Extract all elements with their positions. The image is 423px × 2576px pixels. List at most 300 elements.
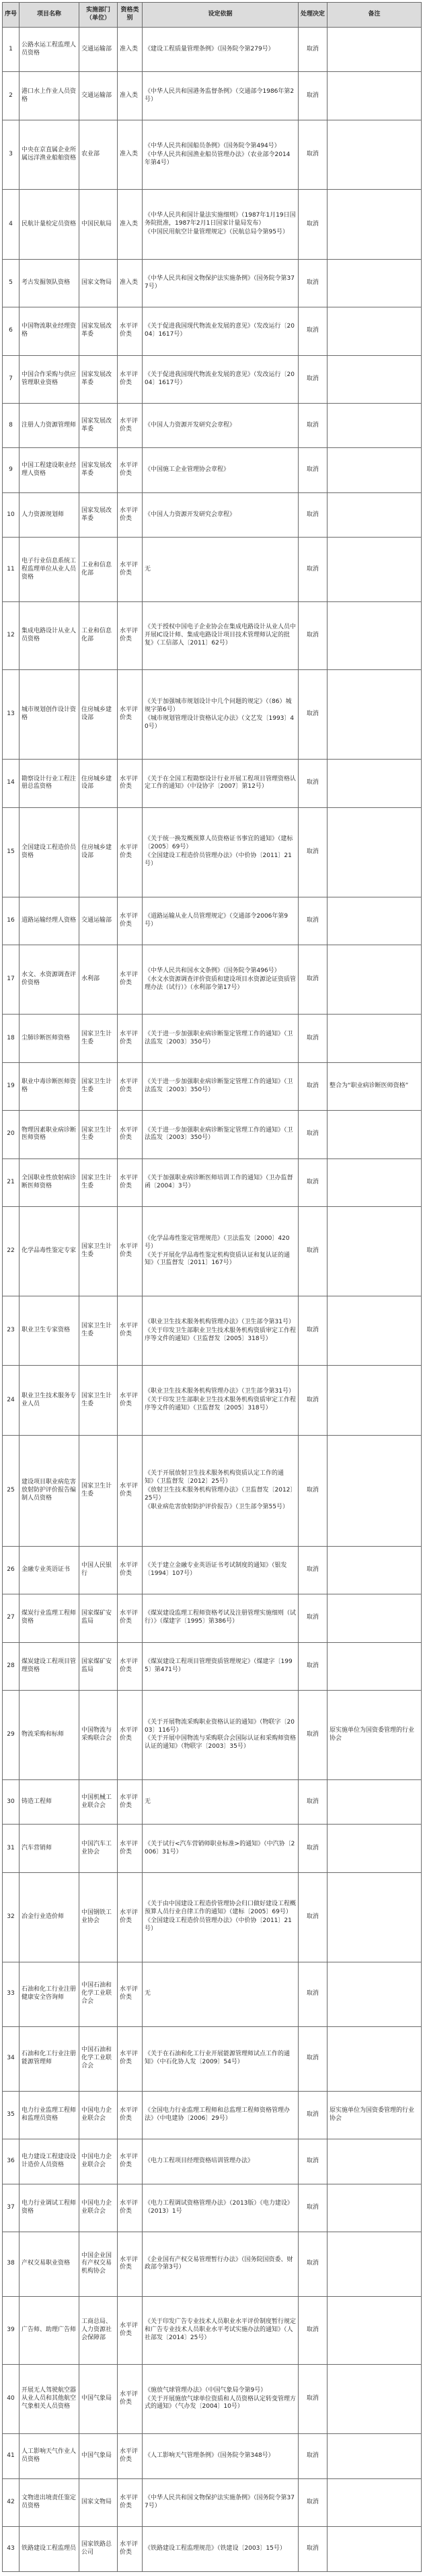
legal-basis: [143, 2184, 299, 2232]
decision: 取消: [299, 1158, 328, 1206]
legal-basis-entry: 《关于在石油和化工行业开展能源管理师试点工作的通知》（中石化协人发〔2009〕54号）: [145, 2051, 291, 2066]
remark: [328, 190, 422, 259]
table-row: [3, 2296, 422, 2364]
decision: 取消: [299, 1594, 328, 1642]
decision: 取消: [299, 448, 328, 492]
row-number: 33: [3, 1962, 20, 2026]
implementing-dept: 工业和信息化部: [79, 538, 118, 602]
legal-basis-entry: 《关于加强城市规划设计中几个问题的规定》（（86）城规字第6号）: [145, 698, 292, 713]
item-name: 物流采购和标师: [20, 1690, 79, 1779]
table-row: [3, 670, 422, 760]
decision: 取消: [299, 1546, 328, 1594]
table-row: [3, 945, 422, 1014]
header-no: 序号: [3, 3, 20, 28]
implementing-dept: 中国机械工业联合会: [79, 1779, 118, 1824]
qualification-type: 准入类: [118, 120, 143, 189]
implementing-dept: 住房城乡建设部: [79, 670, 118, 760]
legal-basis: [143, 1690, 299, 1779]
legal-basis-entry: 《关于开展施放气球单位资质和人员资格认定转变管理方式的通知》（气办发〔2004〕10号）: [145, 2395, 297, 2411]
legal-basis-entry: 《铁路建设工程监理规范》（铁建设〔2003〕15号）: [145, 2545, 286, 2552]
decision: 取消: [299, 1779, 328, 1824]
item-name: 石油和化工行业注册健康安全咨询师: [20, 1962, 79, 2026]
legal-basis: [143, 355, 299, 403]
legal-basis-entry: 《关于进一步加强职业病诊断鉴定管理工作的通知》（卫法监发〔2003〕350号）: [145, 1078, 293, 1093]
row-number: 4: [3, 190, 20, 259]
decision: 取消: [299, 2232, 328, 2296]
implementing-dept: 交通运输部: [79, 897, 118, 945]
qualification-type: 水平评价类: [118, 1435, 143, 1546]
row-number: 23: [3, 1296, 20, 1365]
qualification-type: 水平评价类: [118, 602, 143, 670]
implementing-dept: 中国电力企业联合会: [79, 2139, 118, 2184]
implementing-dept: 农业部: [79, 120, 118, 189]
qualification-type: 水平评价类: [118, 2434, 143, 2478]
legal-basis-entry: 《关于开展物流采购职业资格认证的通知》（物联字〔2003〕116号）: [145, 1718, 295, 1734]
decision: 取消: [299, 72, 328, 120]
table-row: [3, 807, 422, 897]
implementing-dept: 中国企业国有产权交易机构协会: [79, 2232, 118, 2296]
item-name: 电力行业监理工程师和监理员资格: [20, 2091, 79, 2139]
qualification-type: 水平评价类: [118, 1062, 143, 1110]
table-row: [3, 1158, 422, 1206]
qualification-type: 水平评价类: [118, 670, 143, 760]
legal-basis-entry: 《职业卫生技术服务机构管理办法》（卫生部令第31号）: [145, 1318, 295, 1325]
table-row: [3, 120, 422, 189]
legal-basis-entry: 《中华人民共和国水文条例》（国务院令第496号）: [145, 967, 280, 974]
qualification-type: 准入类: [118, 28, 143, 72]
row-number: 39: [3, 2296, 20, 2364]
table-row: [3, 1062, 422, 1110]
table-row: [3, 897, 422, 945]
decision: 取消: [299, 1296, 328, 1365]
remark: [328, 355, 422, 403]
legal-basis-entry: 《关于在全国工程勘察设计行业开展工程项目管理资格认定工作的通知》（中设协字〔2007〕第12号）: [145, 775, 297, 790]
legal-basis: [143, 1207, 299, 1296]
decision: 取消: [299, 2434, 328, 2478]
legal-basis: [143, 492, 299, 537]
qualification-type: 水平评价类: [118, 1779, 143, 1824]
item-name: 城市规划创作设计资格: [20, 670, 79, 760]
implementing-dept: 国家卫生计生委: [79, 1435, 118, 1546]
implementing-dept: 国家发展改革委: [79, 492, 118, 537]
row-number: 32: [3, 1872, 20, 1962]
qualification-type: 水平评价类: [118, 1015, 143, 1062]
decision: 取消: [299, 1962, 328, 2026]
legal-basis: [143, 2139, 299, 2184]
item-name: 产权交易职业资格: [20, 2232, 79, 2296]
table-row: [3, 307, 422, 355]
legal-basis-entry: 《中华人民共和国港务监督条例》（交通部令1986年第2号）: [145, 87, 295, 103]
remark: [328, 1546, 422, 1594]
decision: 取消: [299, 492, 328, 537]
item-name: 集成电路设计从业人员资格: [20, 602, 79, 670]
remark: [328, 670, 422, 760]
qualification-type: 水平评价类: [118, 807, 143, 897]
item-name: 职业中毒诊断医师资格: [20, 1062, 79, 1110]
legal-basis-entry: 《中华人民共和国文物保护法实施条例》（国务院令第377号）: [145, 275, 295, 290]
qualification-type: 水平评价类: [118, 2091, 143, 2139]
row-number: 14: [3, 760, 20, 807]
row-number: 41: [3, 2434, 20, 2478]
row-number: 17: [3, 945, 20, 1014]
legal-basis: [143, 72, 299, 120]
item-name: 公路水运工程监理人员资格: [20, 28, 79, 72]
table-row: [3, 355, 422, 403]
qualification-type: 水平评价类: [118, 2184, 143, 2232]
remark: [328, 897, 422, 945]
item-name: 人力资源规划师: [20, 492, 79, 537]
decision: 取消: [299, 945, 328, 1014]
legal-basis: [143, 2364, 299, 2433]
legal-basis-entry: 《关于印发广告专业技术人员职业水平评价制度暂行规定和广告专业技术人员职业水平考试实施办法的通知》（人社部发〔2014〕25号）: [145, 2318, 297, 2341]
implementing-dept: 国家铁路总公司: [79, 2527, 118, 2572]
table-row: [3, 403, 422, 447]
remark: [328, 2434, 422, 2478]
implementing-dept: 工业和信息化部: [79, 602, 118, 670]
remark: [328, 538, 422, 602]
remark: [328, 945, 422, 1014]
qualification-type: 水平评价类: [118, 2478, 143, 2526]
row-number: 31: [3, 1825, 20, 1872]
qualification-type: 水平评价类: [118, 897, 143, 945]
item-name: 煤炭行业监理工程师资格: [20, 1594, 79, 1642]
remark: [328, 1296, 422, 1365]
item-name: 广告师、助理广告师: [20, 2296, 79, 2364]
table-header-row: [3, 3, 422, 28]
legal-basis-entry: 《中国民用航空计量管理规定》（民航总局令第95号）: [145, 228, 289, 235]
implementing-dept: 中国钢铁工业协会: [79, 1872, 118, 1962]
remark: [328, 1435, 422, 1546]
decision: 取消: [299, 807, 328, 897]
row-number: 35: [3, 2091, 20, 2139]
row-number: 42: [3, 2478, 20, 2526]
table-row: [3, 1435, 422, 1546]
qualification-type: 水平评价类: [118, 1158, 143, 1206]
implementing-dept: 国家煤矿安监局: [79, 1642, 118, 1690]
qualification-type: 准入类: [118, 72, 143, 120]
remark: [328, 1642, 422, 1690]
legal-basis: [143, 259, 299, 307]
qualification-type: 水平评价类: [118, 1642, 143, 1690]
remark: [328, 2364, 422, 2433]
legal-basis: [143, 403, 299, 447]
row-number: 6: [3, 307, 20, 355]
legal-basis-entry: 《中国人力资源开发研究会章程》: [145, 421, 236, 429]
remark: [328, 1207, 422, 1296]
decision: 取消: [299, 190, 328, 259]
row-number: 43: [3, 2527, 20, 2572]
legal-basis: [143, 760, 299, 807]
implementing-dept: 国家卫生计生委: [79, 1207, 118, 1296]
qualification-table: [2, 2, 422, 2572]
legal-basis: [143, 1642, 299, 1690]
table-row: [3, 1594, 422, 1642]
implementing-dept: 国家煤矿安监局: [79, 1594, 118, 1642]
decision: 取消: [299, 403, 328, 447]
legal-basis: [143, 1015, 299, 1062]
table-row: [3, 1825, 422, 1872]
remark: [328, 1158, 422, 1206]
decision: 取消: [299, 1015, 328, 1062]
table-row: [3, 72, 422, 120]
item-name: 化学品毒性鉴定专家: [20, 1207, 79, 1296]
implementing-dept: 国家卫生计生委: [79, 1296, 118, 1365]
legal-basis-entry: 《关于进一步加强职业病诊断鉴定管理工作的通知》（卫法监发〔2003〕350号）: [145, 1030, 293, 1045]
implementing-dept: 国家发展改革委: [79, 307, 118, 355]
table-row: [3, 1642, 422, 1690]
item-name: 建设项目职业病危害放射防护评价报告编制人员资格: [20, 1435, 79, 1546]
implementing-dept: 国家卫生计生委: [79, 1158, 118, 1206]
item-name: 中国合作采购与供应管理职业资格: [20, 355, 79, 403]
implementing-dept: 国家卫生计生委: [79, 1366, 118, 1435]
decision: 取消: [299, 259, 328, 307]
legal-basis: [143, 190, 299, 259]
table-row: [3, 1962, 422, 2026]
legal-basis-entry: 无: [145, 1990, 151, 1997]
legal-basis-entry: 《中华人民共和国渔业船员管理办法》（农业部令2014年第4号）: [145, 151, 291, 166]
table-row: [3, 2478, 422, 2526]
row-number: 40: [3, 2364, 20, 2433]
item-name: 全国建设工程造价员资格: [20, 807, 79, 897]
qualification-type: 准入类: [118, 259, 143, 307]
row-number: 12: [3, 602, 20, 670]
remark: [328, 2184, 422, 2232]
row-number: 36: [3, 2139, 20, 2184]
item-name: 铸造工程师: [20, 1779, 79, 1824]
decision: 取消: [299, 760, 328, 807]
decision: 取消: [299, 2364, 328, 2433]
item-name: 全国职业性放射病诊断医师资格: [20, 1158, 79, 1206]
row-number: 7: [3, 355, 20, 403]
table-row: [3, 760, 422, 807]
item-name: 考古发掘领队资格: [20, 259, 79, 307]
remark: [328, 2527, 422, 2572]
table-row: [3, 602, 422, 670]
decision: 取消: [299, 2184, 328, 2232]
row-number: 15: [3, 807, 20, 897]
table-row: [3, 2232, 422, 2296]
remark: [328, 1825, 422, 1872]
remark: [328, 2139, 422, 2184]
legal-basis: [143, 945, 299, 1014]
implementing-dept: 国家文物局: [79, 259, 118, 307]
implementing-dept: 国家卫生计生委: [79, 1015, 118, 1062]
remark: [328, 1111, 422, 1158]
remark: [328, 760, 422, 807]
remark: [328, 72, 422, 120]
qualification-type: 水平评价类: [118, 1546, 143, 1594]
legal-basis-entry: 《关于开展放射卫生技术服务机构资质认定工作的通知》（卫监督发〔2012〕25号）: [145, 1470, 284, 1485]
implementing-dept: 中国汽车工业协会: [79, 1825, 118, 1872]
table-row: [3, 492, 422, 537]
implementing-dept: 中国气象局: [79, 2364, 118, 2433]
legal-basis: [143, 2478, 299, 2526]
qualification-type: 准入类: [118, 190, 143, 259]
implementing-dept: 国家发展改革委: [79, 403, 118, 447]
legal-basis-entry: 《中华人民共和国船员条例》（国务院令第494号）: [145, 142, 280, 149]
table-row: [3, 2434, 422, 2478]
legal-basis: [143, 1366, 299, 1435]
item-name: 文物进出境责任鉴定员资格: [20, 2478, 79, 2526]
implementing-dept: 国家发展改革委: [79, 355, 118, 403]
legal-basis: [143, 2091, 299, 2139]
legal-basis: [143, 1296, 299, 1365]
implementing-dept: 中国电力企业联合会: [79, 2184, 118, 2232]
legal-basis-entry: 《煤炭建设监理工程师资格考试及注册管理实施细则（试行）》（煤建字〔1995〕第386号）: [145, 1610, 297, 1625]
legal-basis-entry: 《全国电力行业监理工程师和总监理工程师资格管理办法》（中电建协〔2006〕29号）: [145, 2106, 291, 2122]
header-name: 项目名称: [20, 3, 79, 28]
qualification-type: 水平评价类: [118, 448, 143, 492]
remark: [328, 28, 422, 72]
legal-basis-entry: 《关于授权中国电子企业协会在集成电路设计从业人员中开展IC设计师、集成电路设计项目技术管理师认定的批复》（工信部人〔2011〕62号）: [145, 624, 297, 647]
qualification-type: 水平评价类: [118, 538, 143, 602]
qualification-type: 水平评价类: [118, 1872, 143, 1962]
table-row: [3, 2364, 422, 2433]
legal-basis: [143, 1062, 299, 1110]
implementing-dept: 住房城乡建设部: [79, 807, 118, 897]
table-row: [3, 2026, 422, 2091]
row-number: 28: [3, 1642, 20, 1690]
legal-basis: [143, 2527, 299, 2572]
decision: 取消: [299, 355, 328, 403]
legal-basis-entry: 《中国人力资源开发研究会章程》: [145, 511, 236, 518]
implementing-dept: 工商总局、人力资源社会保障部: [79, 2296, 118, 2364]
table-row: [3, 2139, 422, 2184]
remark: [328, 120, 422, 189]
decision: 取消: [299, 2026, 328, 2091]
decision: 取消: [299, 1642, 328, 1690]
implementing-dept: 中国人民银行: [79, 1546, 118, 1594]
legal-basis: [143, 448, 299, 492]
legal-basis: [143, 1779, 299, 1824]
row-number: 29: [3, 1690, 20, 1779]
qualification-type: 水平评价类: [118, 1825, 143, 1872]
qualification-type: 水平评价类: [118, 2232, 143, 2296]
item-name: 职业卫生技术服务专业人员: [20, 1366, 79, 1435]
implementing-dept: 中国民航局: [79, 190, 118, 259]
legal-basis-entry: 《关于建立金融专业英语证书考试制度的通知》（银发〔1994〕107号）: [145, 1562, 287, 1577]
legal-basis-entry: 《关于开展中国物流与采购联合会国际认证和采购师资格认证的通知》（物联字〔2003〕35号）: [145, 1735, 297, 1751]
remark: [328, 602, 422, 670]
row-number: 21: [3, 1158, 20, 1206]
header-remark: 备注: [328, 3, 422, 28]
row-number: 34: [3, 2026, 20, 2091]
legal-basis-entry: 《建设工程质量管理条例》（国务院令第279号）: [145, 45, 274, 52]
legal-basis-entry: 《关于促进我国现代物流业发展的意见》（发改运行〔2004〕1617号）: [145, 371, 295, 386]
table-row: [3, 2184, 422, 2232]
implementing-dept: 水利部: [79, 945, 118, 1014]
qualification-type: 水平评价类: [118, 403, 143, 447]
row-number: 26: [3, 1546, 20, 1594]
legal-basis-entry: 《企业国有产权交易管理暂行办法》（国务院国资委、财政部令第3号）: [145, 2256, 293, 2271]
remark: 原实施单位为国资委管理的行业协会: [328, 1690, 422, 1779]
table-row: [3, 2527, 422, 2572]
legal-basis-entry: 《职业卫生技术服务机构管理办法》（卫生部令第31号）: [145, 1388, 295, 1395]
row-number: 10: [3, 492, 20, 537]
legal-basis: [143, 1158, 299, 1206]
remark: [328, 1779, 422, 1824]
legal-basis: [143, 1111, 299, 1158]
qualification-type: 水平评价类: [118, 1690, 143, 1779]
header-type: 资格类别: [118, 3, 143, 28]
header-dept: 实施部门（单位）: [79, 3, 118, 28]
item-name: 民航计量检定员资格: [20, 190, 79, 259]
remark: [328, 1594, 422, 1642]
table-row: [3, 2091, 422, 2139]
table-row: [3, 190, 422, 259]
row-number: 20: [3, 1111, 20, 1158]
decision: 取消: [299, 897, 328, 945]
legal-basis-entry: 无: [145, 565, 151, 573]
legal-basis: [143, 1872, 299, 1962]
item-name: 中国物流职业经理资格: [20, 307, 79, 355]
row-number: 18: [3, 1015, 20, 1062]
legal-basis: [143, 2296, 299, 2364]
item-name: 道路运输经理人资格: [20, 897, 79, 945]
remark: [328, 259, 422, 307]
legal-basis-entry: 《道路运输从业人员管理规定》（交通部令2006年第9号）: [145, 912, 289, 928]
qualification-type: 水平评价类: [118, 760, 143, 807]
row-number: 22: [3, 1207, 20, 1296]
item-name: 煤炭建设工程项目管理资格: [20, 1642, 79, 1690]
remark: [328, 2026, 422, 2091]
legal-basis-entry: 《放射卫生技术服务机构管理办法》（卫监督发〔2012〕25号）: [145, 1486, 293, 1502]
item-name: 开展无人驾驶航空器从业人员和其他航空气象相关人员资格: [20, 2364, 79, 2433]
qualification-type: 水平评价类: [118, 1962, 143, 2026]
legal-basis-entry: 《中华人民共和国计量法实施细则》（1987年1月19日国务院批准，1987年2月1日国家计量局发布）: [145, 212, 296, 227]
legal-basis: [143, 2434, 299, 2478]
item-name: 汽车营销师: [20, 1825, 79, 1872]
row-number: 1: [3, 28, 20, 72]
remark: [328, 492, 422, 537]
qualification-type: 水平评价类: [118, 2527, 143, 2572]
decision: 取消: [299, 307, 328, 355]
implementing-dept: 中国石油和化学工业联合会: [79, 1962, 118, 2026]
row-number: 30: [3, 1779, 20, 1824]
decision: 取消: [299, 1435, 328, 1546]
legal-basis-entry: 《城市规划管理设计资格认定办法》（文艺发〔1993〕40号）: [145, 714, 295, 730]
item-name: 电力行业调试工程师资格: [20, 2184, 79, 2232]
remark: 原实施单位为国资委管理的行业协会: [328, 2091, 422, 2139]
qualification-type: 水平评价类: [118, 2364, 143, 2433]
legal-basis-entry: 《人工影响天气管理条例》（国务院令第348号）: [145, 2452, 274, 2460]
table-row: [3, 1207, 422, 1296]
legal-basis: [143, 1435, 299, 1546]
remark: [328, 2296, 422, 2364]
qualification-type: 水平评价类: [118, 2296, 143, 2364]
decision: 取消: [299, 2296, 328, 2364]
table-row: [3, 1111, 422, 1158]
legal-basis-entry: 《关于印发卫生部职业卫生技术服务机构资质审定工作程序等文件的通知》（卫监督发〔2005〕318号）: [145, 1327, 297, 1342]
row-number: 24: [3, 1366, 20, 1435]
legal-basis: [143, 1962, 299, 2026]
qualification-type: 水平评价类: [118, 945, 143, 1014]
remark: [328, 807, 422, 897]
item-name: 铁路建设工程监理员: [20, 2527, 79, 2572]
table-row: [3, 28, 422, 72]
row-number: 25: [3, 1435, 20, 1546]
legal-basis: [143, 28, 299, 72]
row-number: 27: [3, 1594, 20, 1642]
legal-basis-entry: 《关于印发卫生部职业卫生技术服务机构资质审定工作程序等文件的通知》（卫监督发〔2005〕318号）: [145, 1397, 297, 1412]
implementing-dept: 国家卫生计生委: [79, 1111, 118, 1158]
legal-basis: [143, 1546, 299, 1594]
legal-basis-entry: 《全国建设工程造价员管理办法》（中价协〔2011〕21号）: [145, 1917, 292, 1933]
decision: 取消: [299, 538, 328, 602]
remark: [328, 1962, 422, 2026]
table-body: [3, 28, 422, 2572]
row-number: 2: [3, 72, 20, 120]
